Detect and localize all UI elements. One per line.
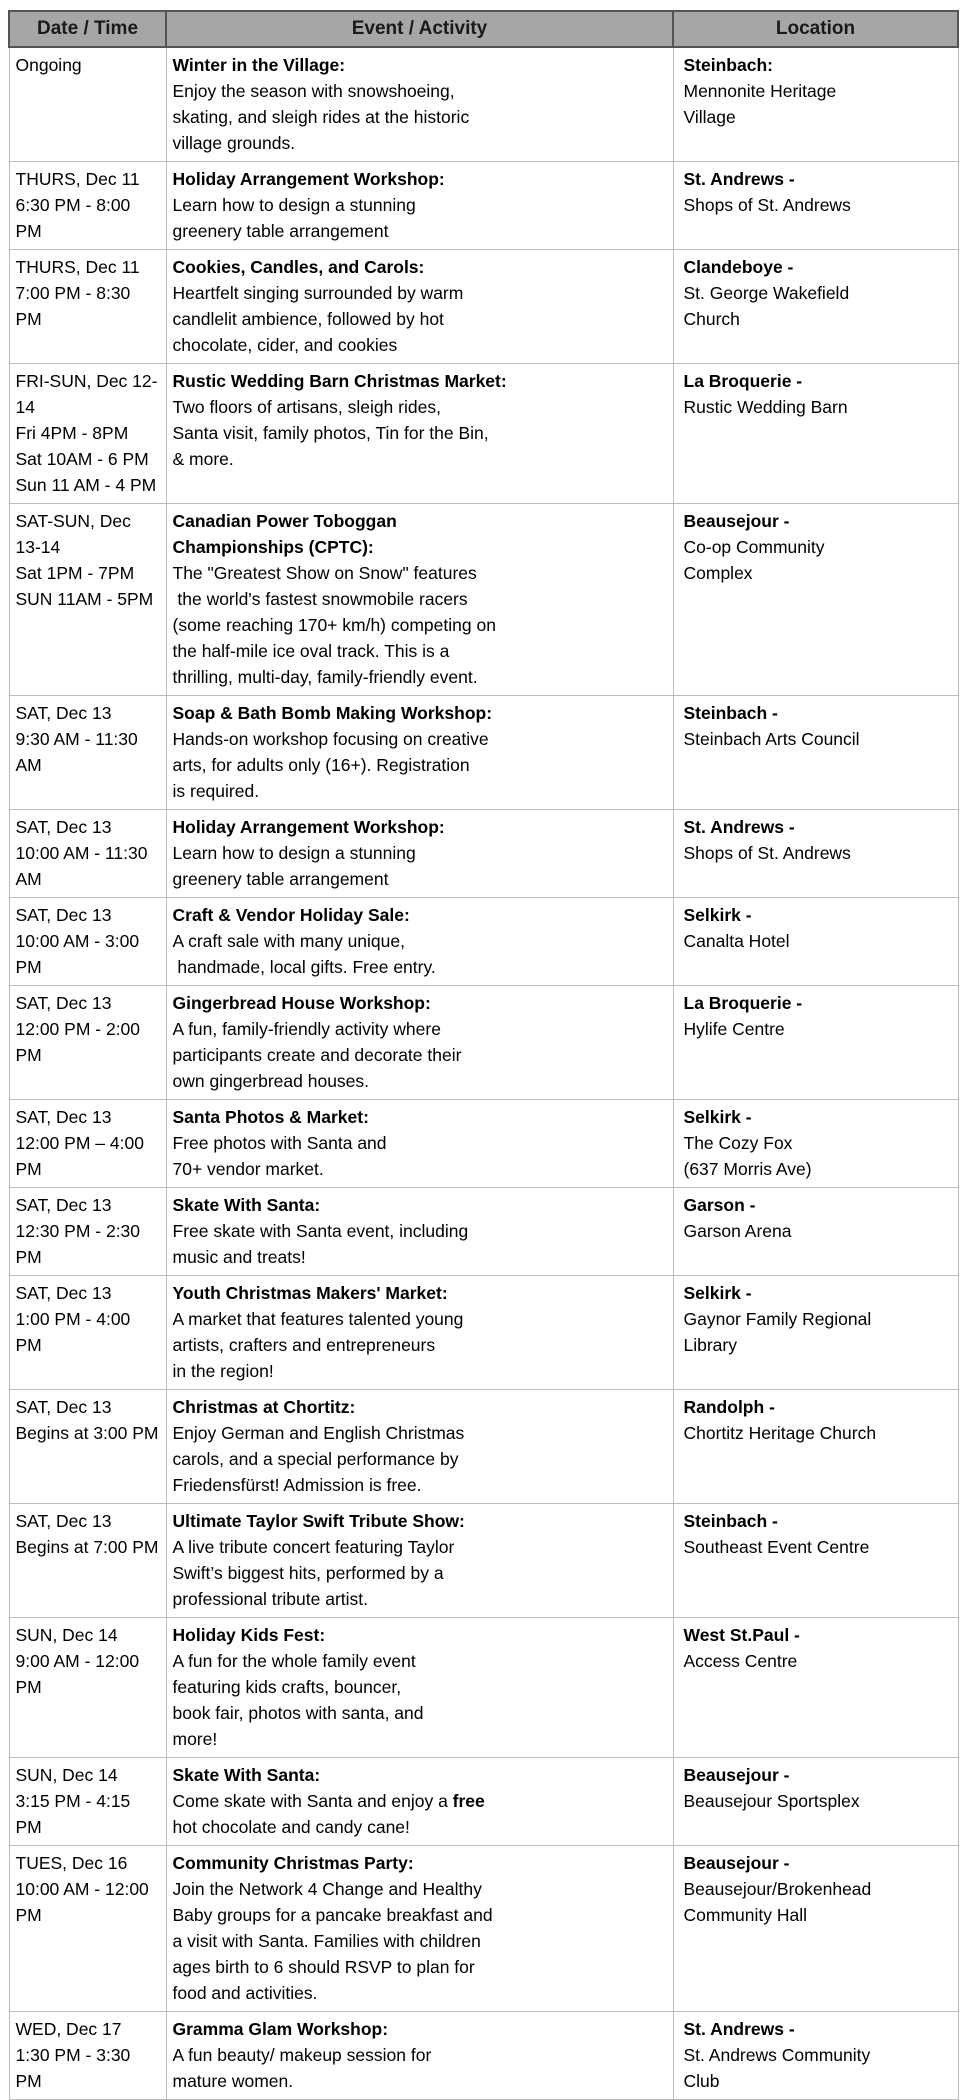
event-cell: Gramma Glam Workshop: A fun beauty/ makeup session for mature women. [166, 2012, 673, 2100]
event-cell: Holiday Arrangement Workshop: Learn how to design a stunning greenery table arrangement [166, 810, 673, 898]
event-cell: Skate With Santa: Come skate with Santa and enjoy a free hot chocolate and candy cane! [166, 1758, 673, 1846]
event-cell: Rustic Wedding Barn Christmas Market: Two floors of artisans, sleigh rides, Santa visit, family photos, Tin for the Bin, & more. [166, 364, 673, 504]
date-time-cell: WED, Dec 17 1:30 PM - 3:30 PM [9, 2012, 166, 2100]
date-time-cell: SAT-SUN, Dec 13-14 Sat 1PM - 7PM SUN 11AM - 5PM [9, 504, 166, 696]
location-cell: West St.Paul - Access Centre [673, 1618, 958, 1758]
column-header-location: Location [673, 11, 958, 47]
table-row [9, 1390, 958, 1504]
table-row [9, 504, 958, 696]
location-cell: Selkirk - The Cozy Fox (637 Morris Ave) [673, 1100, 958, 1188]
table-row [9, 2012, 958, 2100]
event-cell: Skate With Santa: Free skate with Santa event, including music and treats! [166, 1188, 673, 1276]
table-header [9, 11, 958, 47]
table-row [9, 1504, 958, 1618]
table-row [9, 1188, 958, 1276]
event-cell: Holiday Arrangement Workshop: Learn how to design a stunning greenery table arrangement [166, 162, 673, 250]
event-cell: Craft & Vendor Holiday Sale: A craft sale with many unique, handmade, local gifts. Free entry. [166, 898, 673, 986]
date-time-cell: THURS, Dec 11 7:00 PM - 8:30 PM [9, 250, 166, 364]
events-table [8, 10, 959, 2100]
event-cell: Community Christmas Party: Join the Network 4 Change and Healthy Baby groups for a pancake breakfast and a visit with Santa. Families with children ages birth to 6 should RSVP to plan for food and activities. [166, 1846, 673, 2012]
table-body [9, 47, 958, 2100]
location-cell: Beausejour - Beausejour/Brokenhead Community Hall [673, 1846, 958, 2012]
date-time-cell: THURS, Dec 11 6:30 PM - 8:00 PM [9, 162, 166, 250]
location-cell: St. Andrews - Shops of St. Andrews [673, 162, 958, 250]
location-cell: Garson - Garson Arena [673, 1188, 958, 1276]
table-row [9, 986, 958, 1100]
date-time-cell: SAT, Dec 13 10:00 AM - 11:30 AM [9, 810, 166, 898]
event-cell: Santa Photos & Market: Free photos with Santa and 70+ vendor market. [166, 1100, 673, 1188]
table-row [9, 696, 958, 810]
event-cell: Soap & Bath Bomb Making Workshop: Hands-on workshop focusing on creative arts, for adults only (16+). Registration is required. [166, 696, 673, 810]
date-time-cell: SAT, Dec 13 Begins at 3:00 PM [9, 1390, 166, 1504]
location-cell: La Broquerie - Rustic Wedding Barn [673, 364, 958, 504]
table-row [9, 1618, 958, 1758]
table-row [9, 1758, 958, 1846]
location-cell: Beausejour - Co-op Community Complex [673, 504, 958, 696]
date-time-cell: SAT, Dec 13 12:00 PM - 2:00 PM [9, 986, 166, 1100]
location-cell: Selkirk - Canalta Hotel [673, 898, 958, 986]
date-time-cell: Ongoing [9, 47, 166, 162]
location-cell: Steinbach - Southeast Event Centre [673, 1504, 958, 1618]
date-time-cell: SUN, Dec 14 9:00 AM - 12:00 PM [9, 1618, 166, 1758]
date-time-cell: SAT, Dec 13 Begins at 7:00 PM [9, 1504, 166, 1618]
date-time-cell: SAT, Dec 13 12:30 PM - 2:30 PM [9, 1188, 166, 1276]
date-time-cell: SAT, Dec 13 12:00 PM – 4:00 PM [9, 1100, 166, 1188]
column-header-date-time: Date / Time [9, 11, 166, 47]
date-time-cell: SAT, Dec 13 1:00 PM - 4:00 PM [9, 1276, 166, 1390]
location-cell: Steinbach: Mennonite Heritage Village [673, 47, 958, 162]
event-cell: Canadian Power Toboggan Championships (CPTC): The "Greatest Show on Snow" features the world's fastest snowmobile racers (some reaching 170+ km/h) competing on the half-mile ice oval track. This is a thrilling, multi-day, family-friendly event. [166, 504, 673, 696]
location-cell: Clandeboye - St. George Wakefield Church [673, 250, 958, 364]
location-cell: Steinbach - Steinbach Arts Council [673, 696, 958, 810]
event-cell: Winter in the Village: Enjoy the season with snowshoeing, skating, and sleigh rides at the historic village grounds. [166, 47, 673, 162]
location-cell: St. Andrews - Shops of St. Andrews [673, 810, 958, 898]
date-time-cell: TUES, Dec 16 10:00 AM - 12:00 PM [9, 1846, 166, 2012]
event-cell: Christmas at Chortitz: Enjoy German and English Christmas carols, and a special performance by Friedensfürst! Admission is free. [166, 1390, 673, 1504]
event-cell: Holiday Kids Fest: A fun for the whole family event featuring kids crafts, bouncer, book fair, photos with santa, and more! [166, 1618, 673, 1758]
table-row [9, 898, 958, 986]
table-row [9, 47, 958, 162]
event-cell: Gingerbread House Workshop: A fun, family-friendly activity where participants create and decorate their own gingerbread houses. [166, 986, 673, 1100]
header-row [9, 11, 958, 47]
location-cell: St. Andrews - St. Andrews Community Club [673, 2012, 958, 2100]
table-row [9, 1100, 958, 1188]
location-cell: La Broquerie - Hylife Centre [673, 986, 958, 1100]
event-cell: Youth Christmas Makers' Market: A market that features talented young artists, crafters and entrepreneurs in the region! [166, 1276, 673, 1390]
location-cell: Selkirk - Gaynor Family Regional Library [673, 1276, 958, 1390]
date-time-cell: SAT, Dec 13 10:00 AM - 3:00 PM [9, 898, 166, 986]
event-cell: Ultimate Taylor Swift Tribute Show: A live tribute concert featuring Taylor Swift’s biggest hits, performed by a professional tribute artist. [166, 1504, 673, 1618]
table-row [9, 364, 958, 504]
table-row [9, 250, 958, 364]
location-cell: Randolph - Chortitz Heritage Church [673, 1390, 958, 1504]
table-row [9, 1846, 958, 2012]
date-time-cell: SAT, Dec 13 9:30 AM - 11:30 AM [9, 696, 166, 810]
event-cell: Cookies, Candles, and Carols: Heartfelt singing surrounded by warm candlelit ambience, followed by hot chocolate, cider, and cookies [166, 250, 673, 364]
location-cell: Beausejour - Beausejour Sportsplex [673, 1758, 958, 1846]
table-row [9, 162, 958, 250]
date-time-cell: SUN, Dec 14 3:15 PM - 4:15 PM [9, 1758, 166, 1846]
table-row [9, 810, 958, 898]
date-time-cell: FRI-SUN, Dec 12-14 Fri 4PM - 8PM Sat 10AM - 6 PM Sun 11 AM - 4 PM [9, 364, 166, 504]
table-row [9, 1276, 958, 1390]
column-header-event-activity: Event / Activity [166, 11, 673, 47]
